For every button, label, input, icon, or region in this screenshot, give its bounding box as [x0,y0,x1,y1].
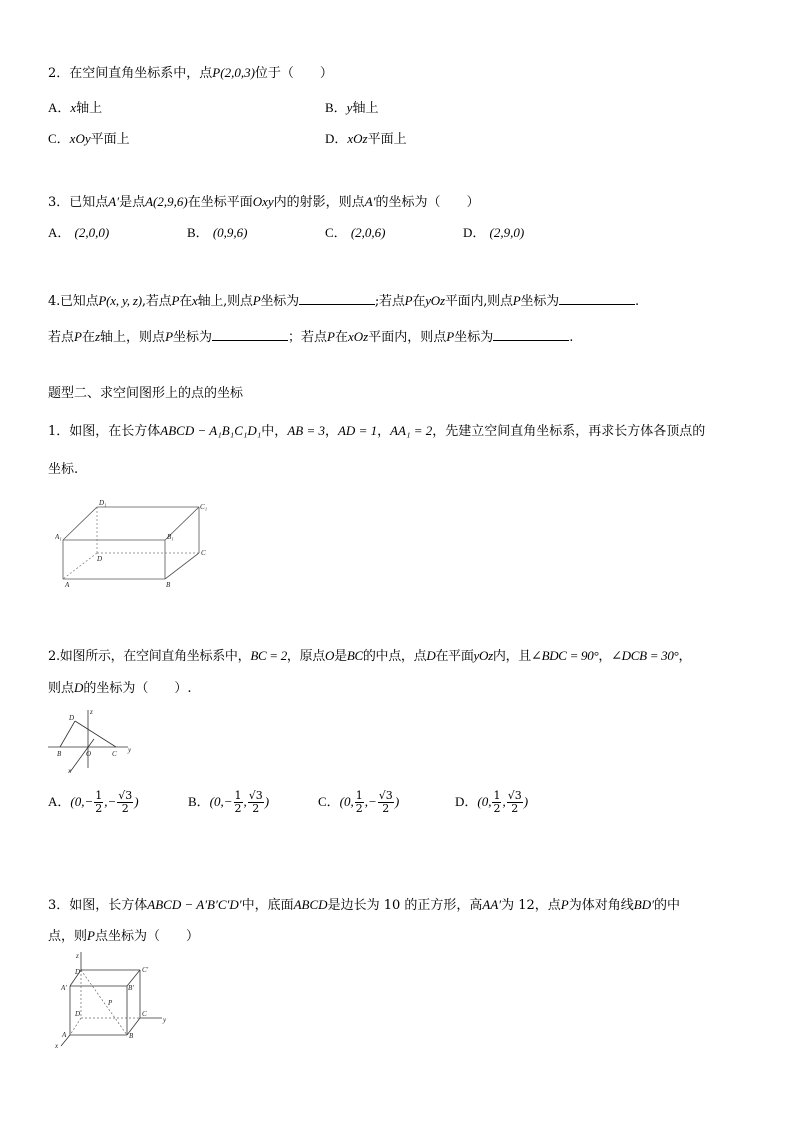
label-x: x [55,1042,59,1050]
q2-stem: 2．在空间直角坐标系中，点P(2,0,3)位于（ ） [48,65,333,81]
label-B: B [129,1032,134,1040]
answer-blank-4[interactable] [493,328,569,341]
label-C1: C′ [142,966,149,974]
q3-option-d[interactable]: D． (2,9,0) [463,225,525,240]
s2q2-option-d[interactable]: D．(0, $\frac{1}{2}$ , $\frac{√3}{2}$ ) [455,789,529,815]
q3-option-a[interactable]: A． (2,0,0) [48,225,110,240]
label-y: y [163,1016,167,1024]
s2q1-stem: 1．如图，在长方体ABCD − A₁B₁C₁D₁中，AB = 3，AD = 1，AA₁ = 2，先建立空间直角坐标系，再求长方体各顶点的 [48,423,706,439]
q2-option-a[interactable]: A．x轴上 [48,100,103,116]
label-D: D [75,1010,81,1018]
label-A1: A₁ [55,533,62,541]
label-B: B [166,581,171,589]
label-y: y [128,746,132,754]
q4-line1: 4.已知点P(x, y, z),若点P在x轴上,则点P坐标为 ;若点P在yOz平面内,则点P坐标为 . [48,293,639,309]
section-title: 题型二、求空间图形上的点的坐标 [48,386,244,401]
s2q3-stem: 3．如图，长方体ABCD − A′B′C′D′中，底面ABCD是边长为 10 的正方形，高AA′为 12，点P为体对角线BD′的中 [48,897,680,913]
q3-option-b[interactable]: B． (0,9,6) [187,225,248,240]
label-x: x [68,767,72,775]
label-C1: C₁ [200,503,208,511]
label-D1: D₁ [99,499,107,507]
s2q3-line2: 点，则P点坐标为（ ） [48,928,199,944]
s2q2-stem: 2.如图所示，在空间直角坐标系中，BC = 2，原点O是BC的中点，点D在平面yOz内，且∠BDC = 90°，∠DCB = 30°， [48,648,692,664]
label-B1: B′ [128,984,134,992]
label-A1: A′ [61,984,67,992]
q2-option-d[interactable]: D．xOz平面上 [325,131,407,147]
triangle-figure [48,706,138,776]
s2q2-line2: 则点D的坐标为（ ）. [48,680,192,696]
q3-option-c[interactable]: C． (2,0,6) [325,225,386,240]
label-D: D [97,555,103,563]
answer-blank-2[interactable] [559,292,635,305]
answer-blank-1[interactable] [299,292,375,305]
label-P: P [108,999,113,1007]
label-A: A [62,1031,67,1039]
label-C: C [112,750,117,758]
q3-stem: 3．已知点A′是点A(2,9,6)在坐标平面Oxy内的射影，则点A′的坐标为（ ） [48,194,480,210]
label-A: A [65,581,70,589]
label-B: B [57,750,62,758]
label-C: C [201,549,206,557]
s2q2-option-a[interactable]: A．(0,− $\frac{1}{2}$ ,− $\frac{√3}{2}$ ) [48,789,139,815]
q2-option-c[interactable]: C．xOy平面上 [48,131,130,147]
s2q2-option-b[interactable]: B．(0,− $\frac{1}{2}$ , $\frac{√3}{2}$ ) [188,789,270,815]
label-z: z [90,708,93,716]
label-C: C [142,1010,147,1018]
box-figure [55,497,215,591]
label-z: z [76,952,79,960]
q4-line2: 若点P在z轴上，则点P坐标为 ；若点P在xOz平面内，则点P坐标为 . [48,329,574,345]
label-B1: B₁ [167,533,174,541]
s2q1-line2: 坐标. [48,462,79,477]
s2q2-option-c[interactable]: C．(0, $\frac{1}{2}$ ,− $\frac{√3}{2}$ ) [318,789,400,815]
label-D1: D′ [75,968,82,976]
cube-figure [48,950,173,1050]
answer-blank-3[interactable] [212,328,288,341]
q2-option-b[interactable]: B．y轴上 [325,100,379,116]
label-O: O [86,750,92,758]
label-D: D [69,714,75,722]
